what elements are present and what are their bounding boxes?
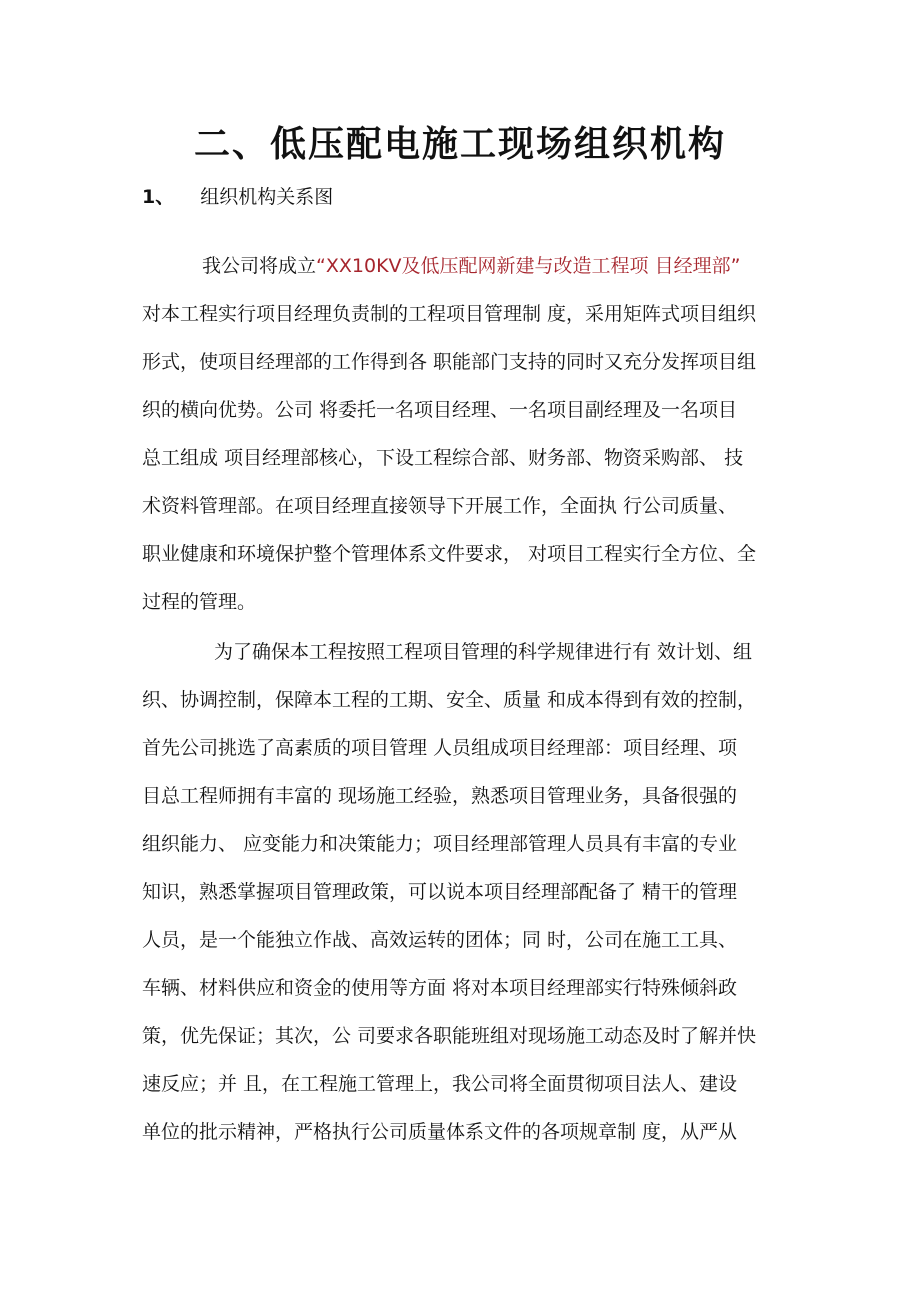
project-name-highlight: “XX10KV及低压配网新建与改造工程项 目经理部” <box>316 255 741 277</box>
paragraph-1-line: 总工组成 项目经理部核心，下设工程综合部、财务部、物资采购部、 技 <box>142 447 744 469</box>
paragraph-1-line: 形式，使项目经理部的工作得到各 职能部门支持的同时又充分发挥项目组 <box>142 351 757 373</box>
paragraph-1-line: 职业健康和环境保护整个管理体系文件要求， 对项目工程实行全方位、全 <box>142 543 757 565</box>
section-number: 1、 <box>142 186 175 208</box>
paragraph-2-line: 人员，是一个能独立作战、高效运转的团体；同 时，公司在施工工具、 <box>142 929 738 951</box>
paragraph-2-line: 车辆、材料供应和资金的使用等方面 将对本项目经理部实行特殊倾斜政 <box>142 977 738 999</box>
paragraph-2-line: 策，优先保证；其次，公 司要求各职能班组对现场施工动态及时了解并快 <box>142 1025 757 1047</box>
paragraph-1-line: 对本工程实行项目经理负责制的工程项目管理制 度，采用矩阵式项目组织 <box>142 303 757 325</box>
section-heading <box>142 182 333 209</box>
paragraph-2-line: 首先公司挑选了高素质的项目管理 人员组成项目经理部：项目经理、项 <box>142 737 738 759</box>
paragraph-2-line: 速反应；并 且，在工程施工管理上，我公司将全面贯彻项目法人、建设 <box>142 1073 738 1095</box>
paragraph-1-line-1 <box>202 254 740 278</box>
paragraph-2-line: 单位的批示精神，严格执行公司质量体系文件的各项规章制 度，从严从 <box>142 1121 738 1143</box>
page-title: 二、低压配电施工现场组织机构 <box>193 124 726 165</box>
paragraph-1-line: 过程的管理。 <box>142 591 257 613</box>
paragraph-2-line: 目总工程师拥有丰富的 现场施工经验，熟悉项目管理业务，具备很强的 <box>142 785 738 807</box>
paragraph-1-prefix: 我公司将成立 <box>202 255 317 277</box>
paragraph-2-line: 组织能力、 应变能力和决策能力；项目经理部管理人员具有丰富的专业 <box>142 833 738 855</box>
paragraph-1-line: 术资料管理部。在项目经理直接领导下开展工作，全面执 行公司质量、 <box>142 495 738 517</box>
section-label: 组织机构关系图 <box>200 186 334 208</box>
paragraph-2-line: 知识，熟悉掌握项目管理政策，可以说本项目经理部配备了 精干的管理 <box>142 881 738 903</box>
paragraph-1-line: 织的横向优势。公司 将委托一名项目经理、一名项目副经理及一名项目 <box>142 399 738 421</box>
paragraph-2-line: 织、协调控制，保障本工程的工期、安全、质量 和成本得到有效的控制， <box>142 689 757 711</box>
paragraph-2-line: 为了确保本工程按照工程项目管理的科学规律进行有 效计划、组 <box>214 641 753 663</box>
